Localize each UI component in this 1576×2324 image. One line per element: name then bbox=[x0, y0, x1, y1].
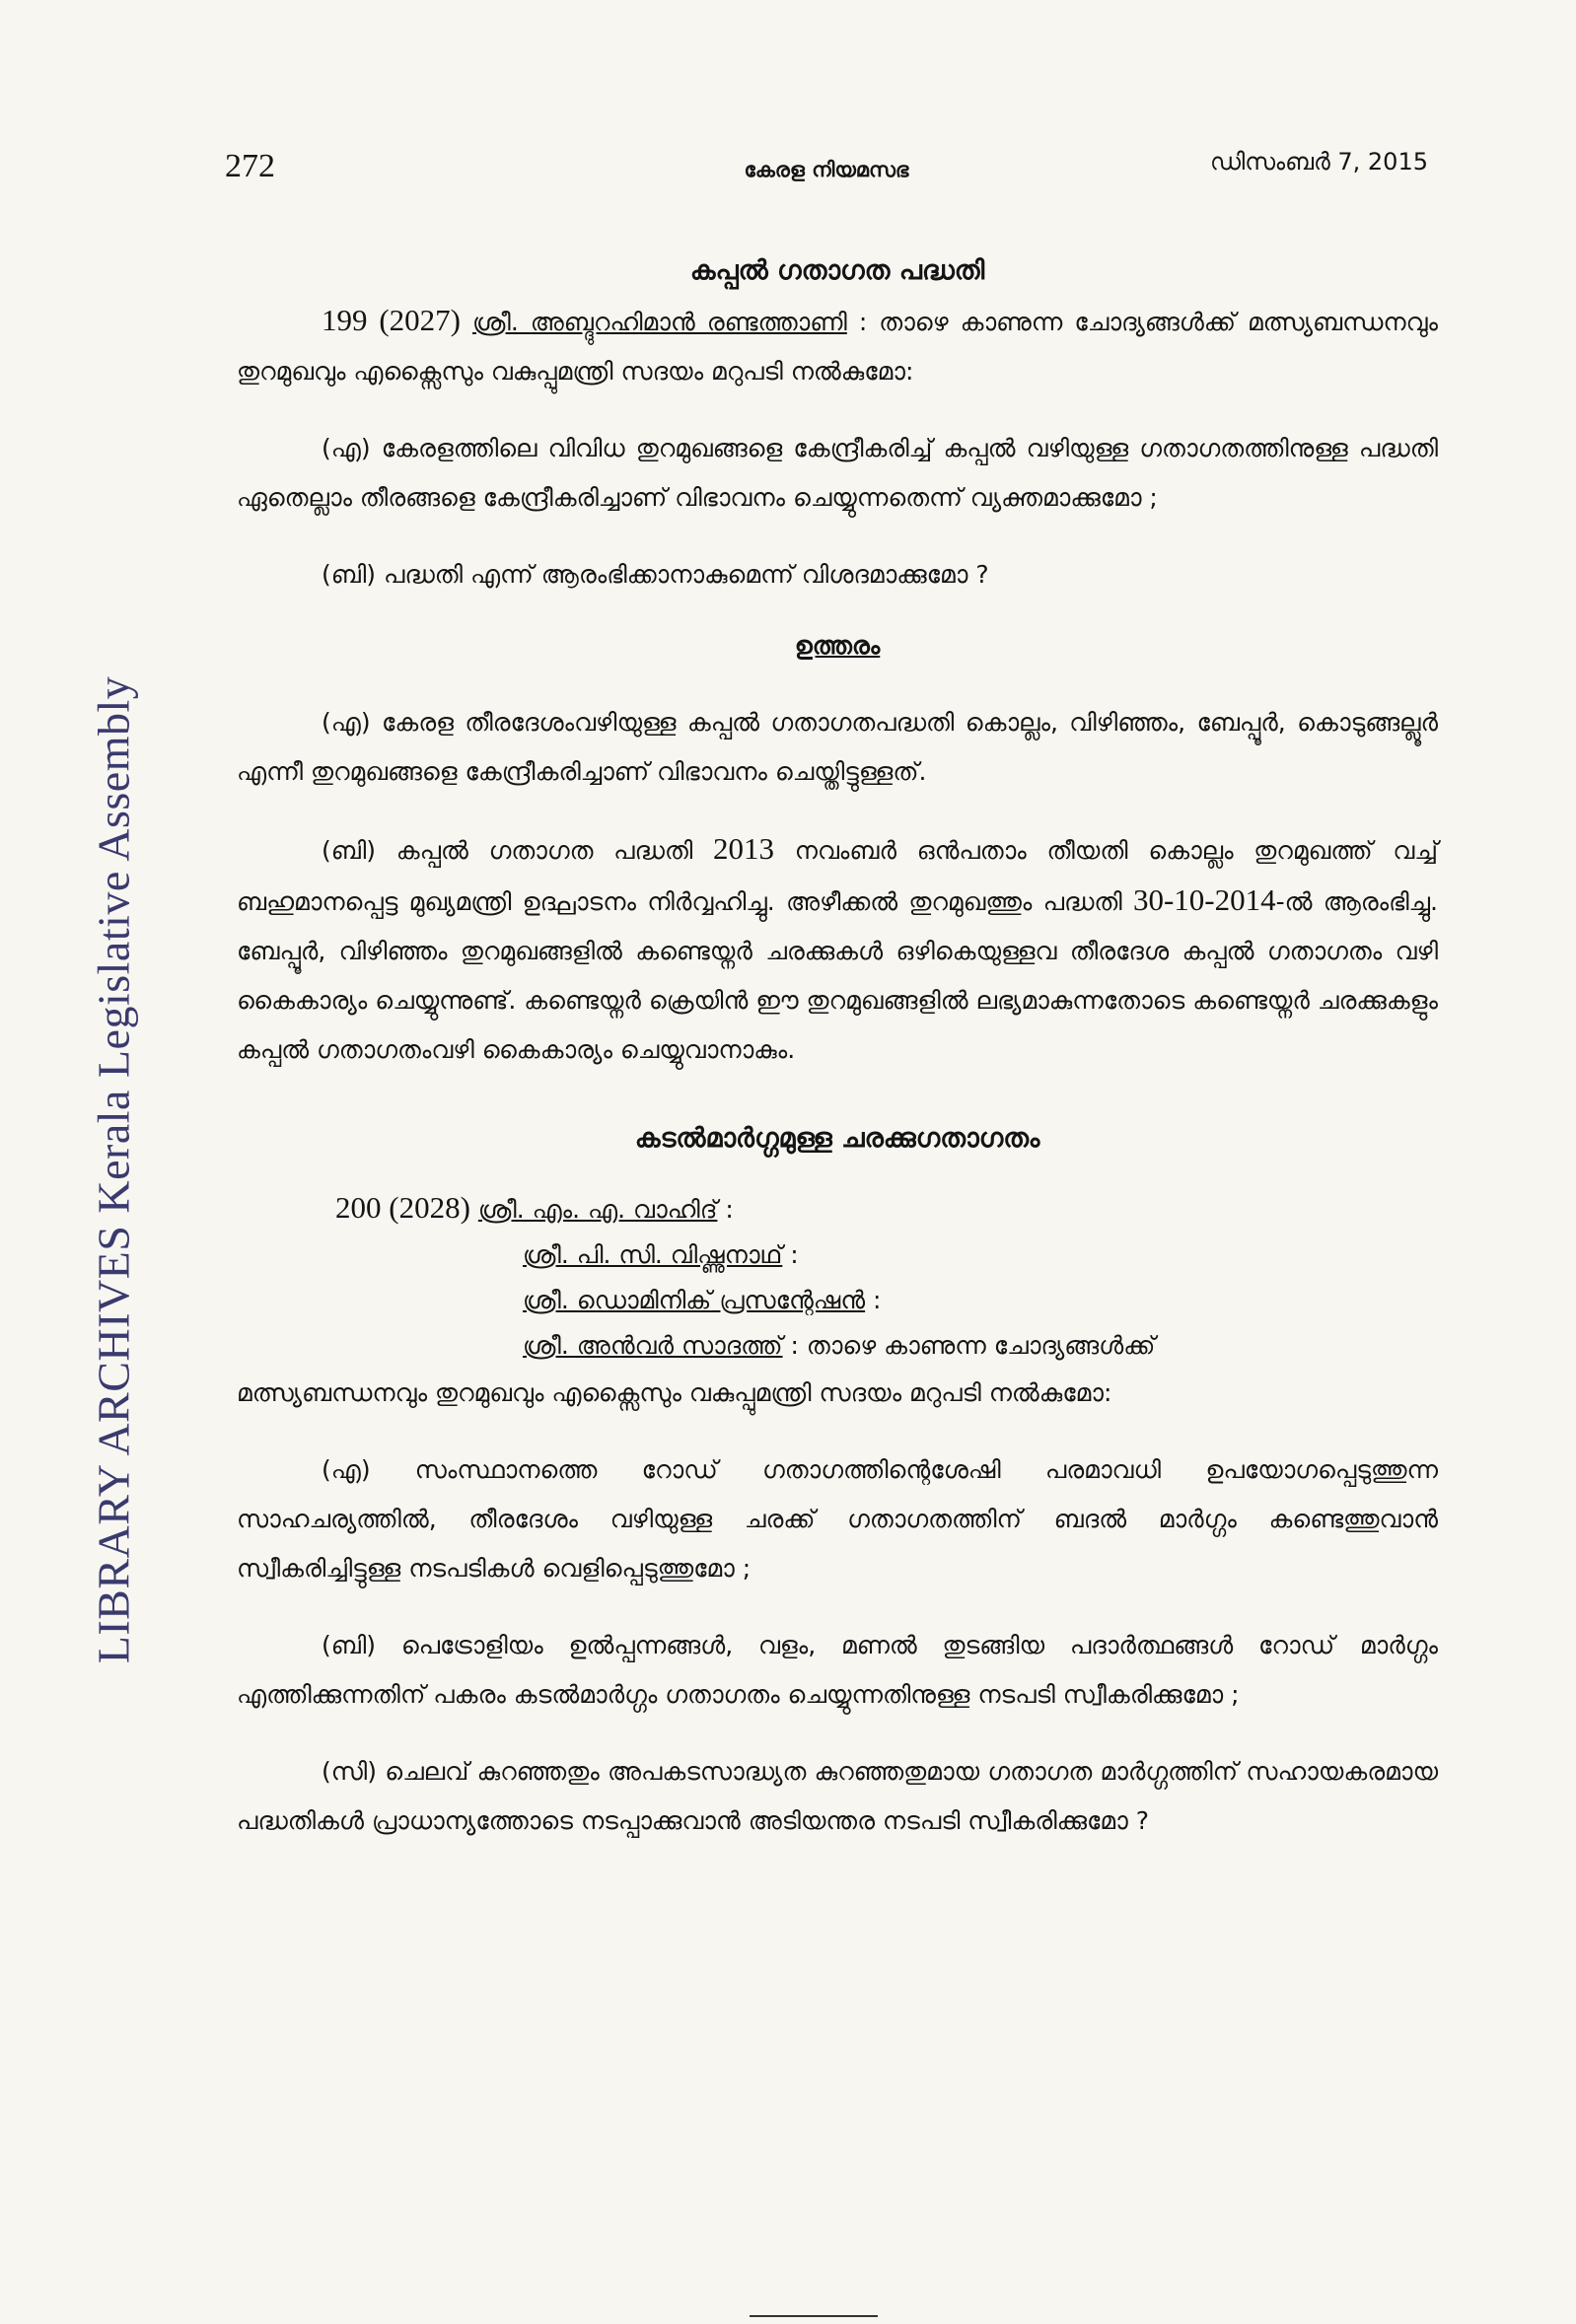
member-name: ശ്രീ. അൻവർ സാദത്ത് bbox=[523, 1331, 783, 1360]
question-199-intro bbox=[237, 296, 1438, 396]
member-name: ശ്രീ. അബ്ദുറഹിമാൻ രണ്ടത്താണി bbox=[471, 308, 847, 336]
question-199-b: (ബി) പദ്ധതി എന്ന് ആരംഭിക്കാനാകുമെന്ന് വിശദമാക്കുമോ ? bbox=[322, 560, 989, 589]
answer-199-b bbox=[237, 824, 1438, 1075]
question-199-a: (എ) കേരളത്തിലെ വിവിധ തുറമുഖങ്ങളെ കേന്ദ്രീകരിച്ച് കപ്പൽ വഴിയുള്ള ഗതാഗതത്തിനുള്ള പദ്ധതി ഏതെല്ലാം തീരങ്ങളെ കേന്ദ്രീകരിച്ചാണ് വിഭാവനം ചെയ്യുന്നതെന്ന് വ്യക്തമാക്കുമോ ; bbox=[237, 434, 1438, 512]
question-intro-text: : താഴെ കാണുന്ന ചോദ്യങ്ങൾക്ക് മത്സ്യബന്ധനവും തുറമുഖവും എക്സൈസും വകുപ്പുമന്ത്രി സദയം മറുപടി നൽകുമോ: bbox=[237, 308, 1438, 386]
answer-b-part-1: (ബി) കപ്പൽ ഗതാഗത പദ്ധതി bbox=[322, 836, 714, 865]
header-title: കേരള നിയമസഭ bbox=[744, 158, 909, 181]
section-title-sea-cargo: കടൽമാർഗ്ഗമുള്ള ചരക്കുഗതാഗതം bbox=[634, 1123, 1040, 1154]
member-separator: : bbox=[865, 1286, 882, 1314]
question-200-b: (ബി) പെട്രോളിയം ഉൽപ്പന്നങ്ങൾ, വളം, മണൽ തുടങ്ങിയ പദാർത്ഥങ്ങൾ റോഡ് മാർഗ്ഗം എത്തിക്കുന്നതിന് പകരം കടൽമാർഗ്ഗം ഗതാഗതം ചെയ്യുന്നതിനുള്ള നടപടി സ്വീകരിക്കുമോ ; bbox=[237, 1631, 1438, 1709]
member-name: ശ്രീ. പി. സി. വിഷ്ണുനാഥ് bbox=[523, 1240, 783, 1269]
answer-199-a: (എ) കേരള തീരദേശംവഴിയുള്ള കപ്പൽ ഗതാഗതപദ്ധതി കൊല്ലം, വിഴിഞ്ഞം, ബേപ്പൂർ, കൊടുങ്ങല്ലൂർ എന്നീ തുറമുഖങ്ങളെ കേന്ദ്രീകരിച്ചാണ് വിഭാവനം ചെയ്തിട്ടുള്ളത്. bbox=[237, 708, 1438, 786]
question-intro-text: മത്സ്യബന്ധനവും തുറമുഖവും എക്സൈസും വകുപ്പുമന്ത്രി സദയം മറുപടി നൽകുമോ: bbox=[237, 1378, 1112, 1407]
member-line bbox=[237, 1323, 1438, 1369]
archive-watermark: LIBRARY ARCHIVES Kerala Legislative Assembly bbox=[88, 675, 139, 1664]
page-header bbox=[225, 148, 1428, 197]
question-intro-tail: : താഴെ കാണുന്ന ചോദ്യങ്ങൾക്ക് bbox=[782, 1331, 1156, 1360]
question-number: 199 (2027) bbox=[322, 303, 461, 337]
member-line bbox=[237, 1232, 1438, 1278]
member-line bbox=[237, 1278, 1438, 1323]
page-number: 272 bbox=[225, 148, 275, 184]
member-name: ശ്രീ. ഡൊമിനിക് പ്രസന്റേഷൻ bbox=[523, 1286, 866, 1314]
answer-b-date: 30-10-2014 bbox=[1132, 882, 1276, 917]
question-200-first-line bbox=[237, 1185, 1438, 1232]
answer-b-part-2: നവംബർ ഒൻപതാം തീയതി കൊല്ലം തുറമുഖത്ത് വച്ച് ബഹുമാനപ്പെട്ട മുഖ്യമന്ത്രി ഉദ്ഘാടനം നിർവ്വഹിച്ചു. അഴീക്കൽ തുറമുഖത്തും പദ്ധതി bbox=[237, 836, 1439, 916]
answer-b-part-3: -ൽ ആരംഭിച്ചു. ബേപ്പൂർ, വിഴിഞ്ഞം തുറമുഖങ്ങളിൽ കണ്ടെയ്നർ ചരക്കുകൾ ഒഴികെയുള്ളവ തീരദേശ കപ്പൽ ഗതാഗതം വഴി കൈകാര്യം ചെയ്യുന്നുണ്ട്. കണ്ടെയ്നർ ക്രെയിൻ ഈ തുറമുഖങ്ങളിൽ ലഭ്യമാകുന്നതോടെ കണ്ടെയ്നർ ചരക്കുകളും കപ്പൽ ഗതാഗതംവഴി കൈകാര്യം ചെയ്യുവാനാകും. bbox=[237, 887, 1439, 1064]
footer-divider bbox=[750, 2315, 878, 2317]
question-200-a: (എ) സംസ്ഥാനത്തെ റോഡ് ഗതാഗത്തിന്റെശേഷി പരമാവധി ഉപയോഗപ്പെടുത്തുന്ന സാഹചര്യത്തിൽ, തീരദേശം വഴിയുള്ള ചരക്ക് ഗതാഗതത്തിന് ബദൽ മാർഗ്ഗം കണ്ടെത്തുവാൻ സ്വീകരിച്ചിട്ടുള്ള നടപടികൾ വെളിപ്പെടുത്തുമോ ; bbox=[237, 1455, 1438, 1583]
member-separator: : bbox=[717, 1195, 734, 1224]
member-separator: : bbox=[782, 1240, 799, 1269]
answer-heading: ഉത്തരം bbox=[794, 631, 881, 660]
question-200-c: (സി) ചെലവ് കുറഞ്ഞതും അപകടസാദ്ധ്യത കുറഞ്ഞതുമായ ഗതാഗത മാർഗ്ഗത്തിന് സഹായകരമായ പദ്ധതികൾ പ്രാധാന്യത്തോടെ നടപ്പാക്കുവാൻ അടിയന്തര നടപടി സ്വീകരിക്കുമോ ? bbox=[237, 1757, 1438, 1835]
answer-b-year: 2013 bbox=[713, 831, 775, 866]
header-date: ഡിസംബർ 7, 2015 bbox=[1210, 148, 1428, 176]
member-name: ശ്രീ. എം. എ. വാഹിദ് bbox=[477, 1195, 718, 1224]
question-number: 200 (2028) bbox=[335, 1190, 470, 1225]
section-title-shipping-project: കപ്പൽ ഗതാഗത പദ്ധതി bbox=[689, 255, 985, 286]
question-200-members bbox=[237, 1185, 1438, 1418]
document-body bbox=[237, 246, 1438, 1846]
